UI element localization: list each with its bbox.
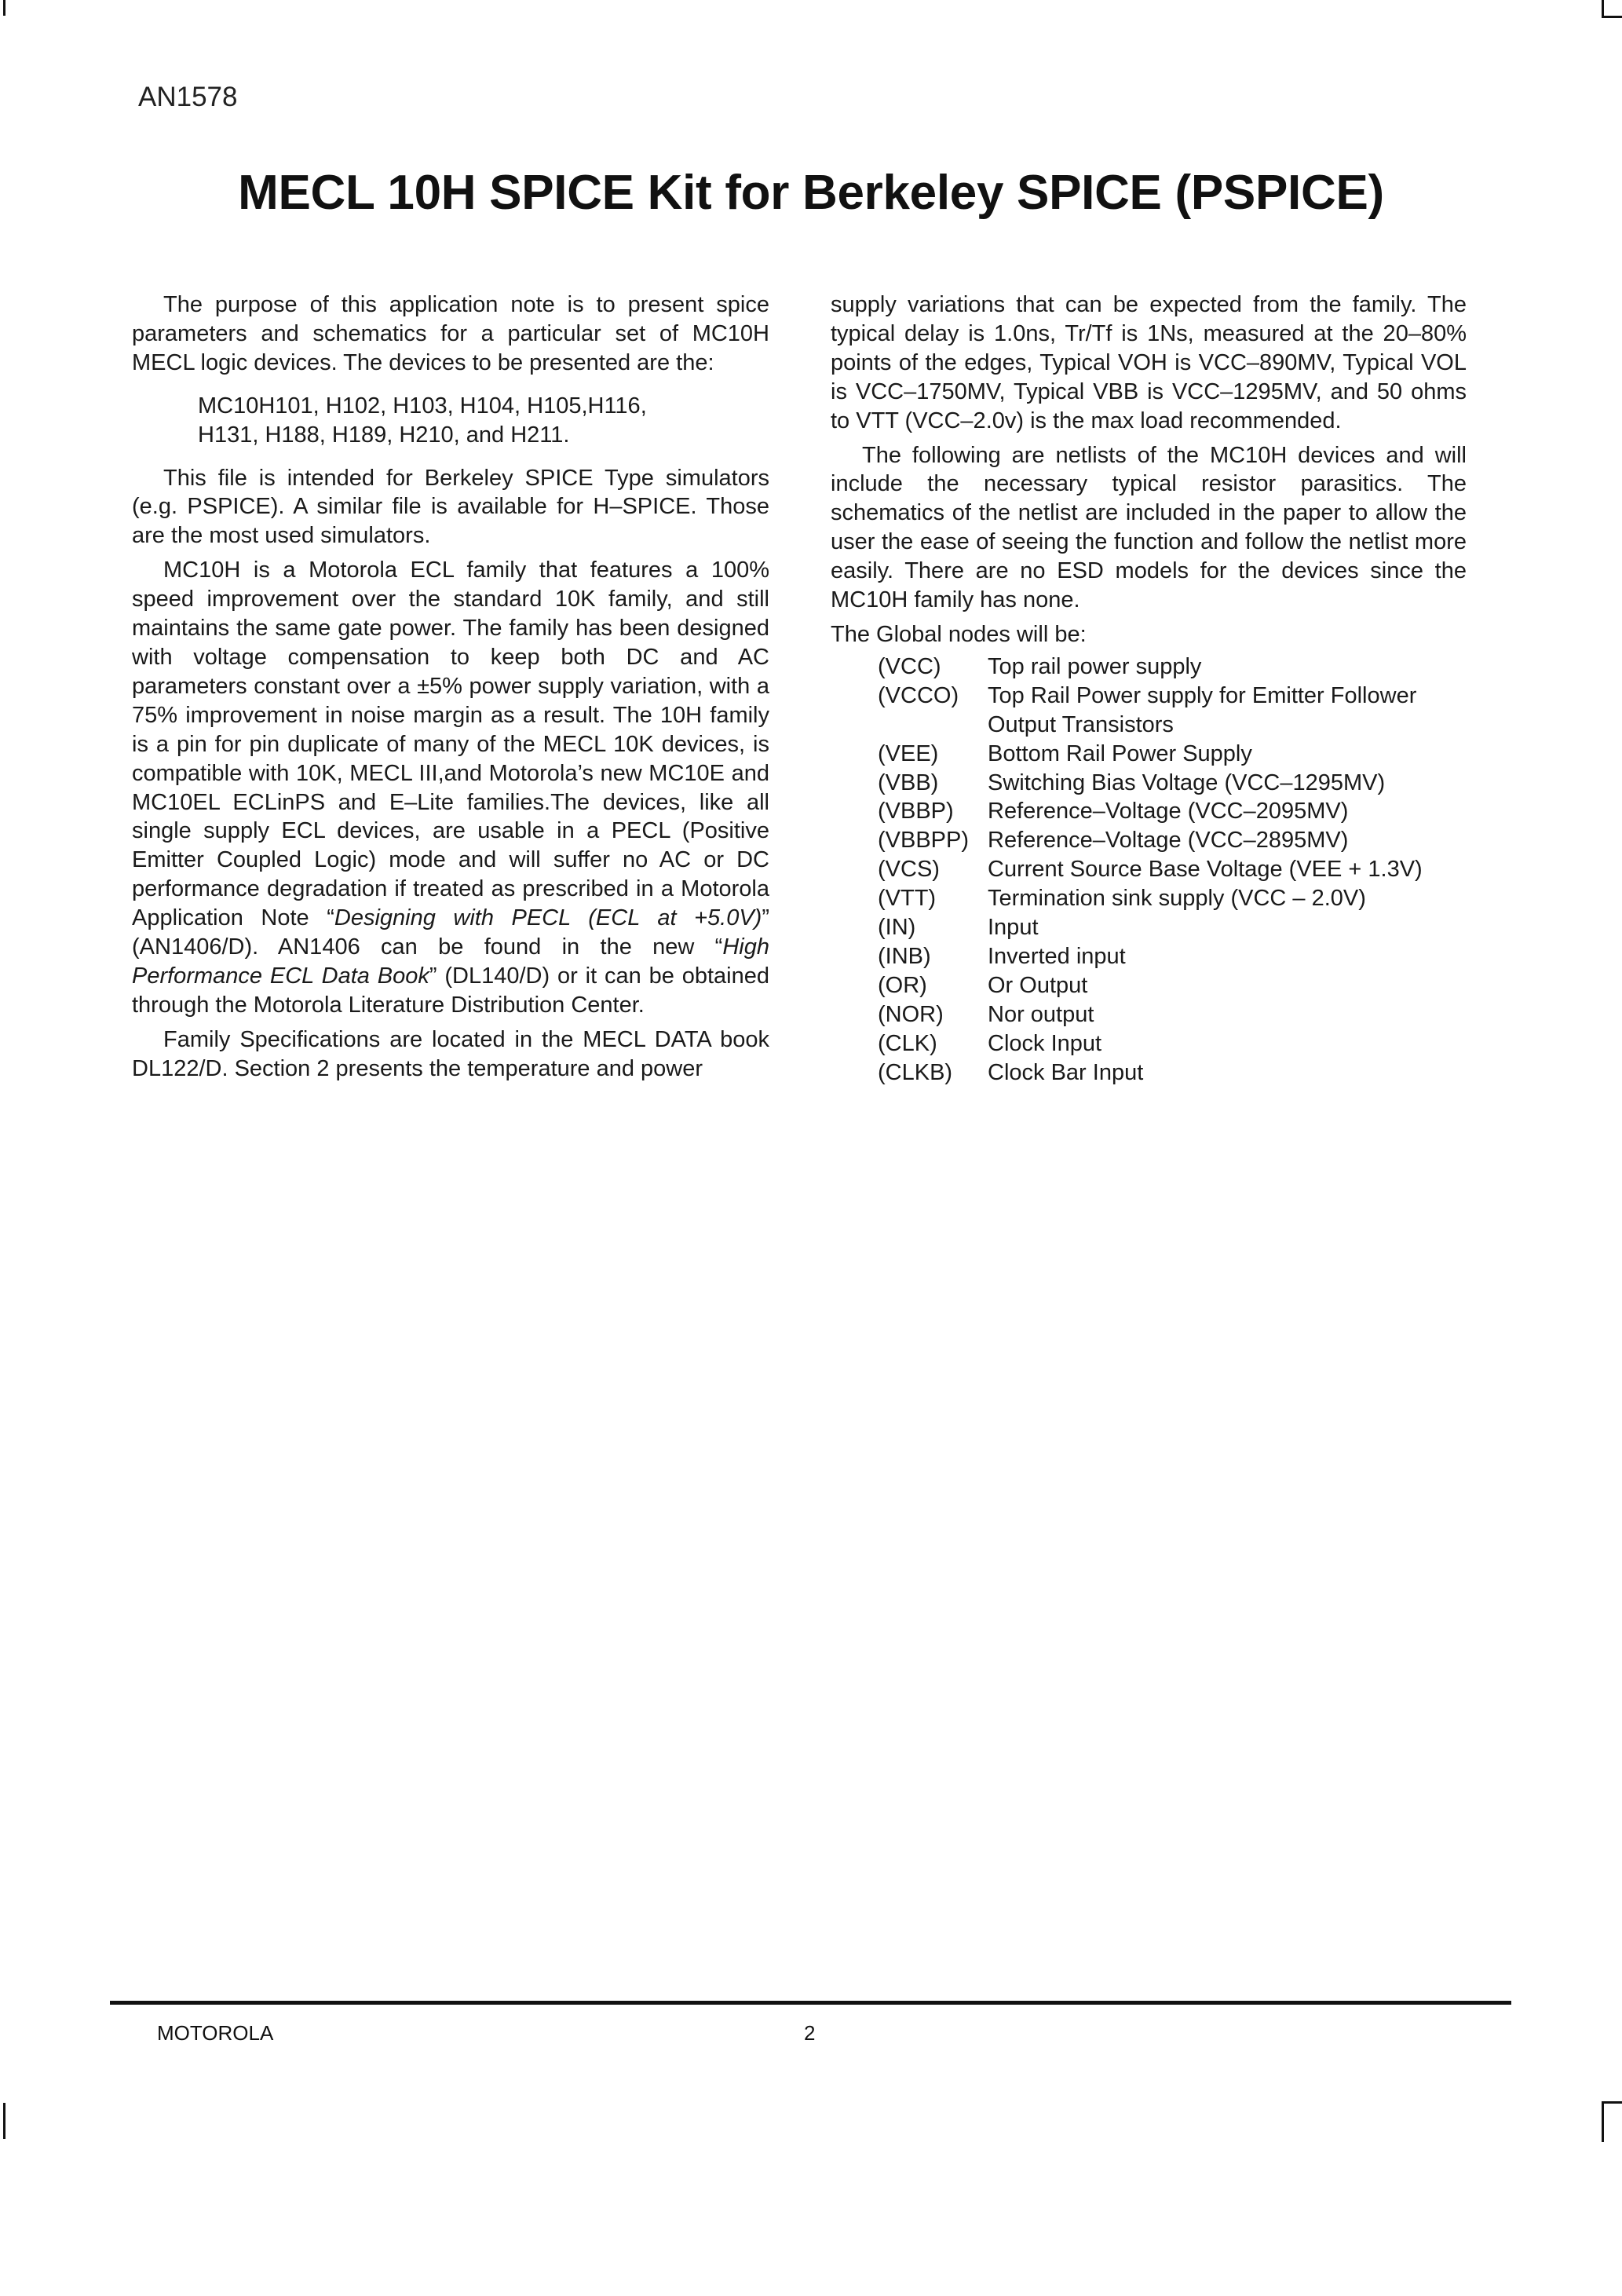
nodes-intro: The Global nodes will be: bbox=[831, 621, 1087, 647]
family-text: ” (DL140/D) or it can be obtained through the Motorola Literature Distribution Center. bbox=[132, 963, 769, 1018]
node-code: (CLK) bbox=[878, 1030, 937, 1056]
crop-mark-bottom-right-h bbox=[1602, 2101, 1622, 2104]
left-column bbox=[132, 291, 769, 1084]
node-description: Bottom Rail Power Supply bbox=[988, 740, 1252, 766]
node-description: Switching Bias Voltage (VCC–1295MV) bbox=[988, 770, 1386, 795]
family-text: ” (AN1406/D). AN1406 can be found in the new “ bbox=[132, 905, 770, 960]
node-row bbox=[878, 855, 1467, 884]
node-row bbox=[878, 682, 1467, 740]
page-number: 2 bbox=[804, 2021, 816, 2045]
intro-paragraph: The purpose of this application note is to present spice parameters and schematics for a particular set of MC10H MECL logic devices. The devices to be presented are the: bbox=[132, 292, 769, 375]
node-code: (INB) bbox=[878, 943, 931, 969]
node-row bbox=[878, 740, 1467, 769]
node-row bbox=[878, 826, 1467, 855]
node-row bbox=[878, 1000, 1467, 1029]
crop-mark-top-right bbox=[1602, 0, 1604, 17]
node-code: (VEE) bbox=[878, 740, 939, 766]
node-row bbox=[878, 769, 1467, 798]
footer-rule bbox=[110, 2001, 1511, 2005]
family-paragraph bbox=[132, 556, 769, 1020]
crop-mark-top-left bbox=[3, 0, 5, 16]
node-row bbox=[878, 1058, 1467, 1088]
node-row bbox=[878, 971, 1467, 1000]
node-code: (VCC) bbox=[878, 653, 941, 679]
simulator-paragraph: This file is intended for Berkeley SPICE Type simulators (e.g. PSPICE). A similar file is available for H–SPICE. Those are the most used simulators. bbox=[132, 465, 769, 549]
node-code: (VCCO) bbox=[878, 682, 959, 708]
node-code: (VBB) bbox=[878, 770, 939, 795]
device-list-line: H131, H188, H189, H210, and H211. bbox=[198, 422, 570, 448]
databook-title: High Performance ECL Data Book bbox=[132, 934, 769, 989]
node-code: (VBBP) bbox=[878, 799, 954, 824]
global-nodes-list bbox=[878, 653, 1467, 1088]
node-description: Termination sink supply (VCC – 2.0V) bbox=[988, 886, 1366, 912]
node-code: (VBBPP) bbox=[878, 828, 970, 854]
node-row bbox=[878, 942, 1467, 971]
netlist-paragraph: The following are netlists of the MC10H devices and will include the necessary typical resistor parasitics. The schematics of the netlist are included in the paper to allow the user the ease of seeing the function and follow the netlist more easily. There are no ESD models for the devices since the MC10H family has none. bbox=[831, 442, 1467, 613]
device-list bbox=[198, 392, 769, 450]
node-description: Reference–Voltage (VCC–2095MV) bbox=[988, 799, 1349, 824]
node-row bbox=[878, 797, 1467, 826]
node-description: Or Output bbox=[988, 972, 1088, 998]
node-code: (VCS) bbox=[878, 857, 940, 883]
node-code: (OR) bbox=[878, 972, 927, 998]
specifications-paragraph: Family Specifications are located in the MECL DATA book DL122/D. Section 2 presents the temperature and power bbox=[132, 1026, 769, 1081]
crop-mark-bottom-right bbox=[1602, 2103, 1604, 2142]
node-description: Current Source Base Voltage (VEE + 1.3V) bbox=[988, 857, 1423, 883]
node-code: (VTT) bbox=[878, 886, 937, 912]
family-text: MC10H is a Motorola ECL family that features a 100% speed improvement over the standard 10K family, and still maintains the same gate power. The family has been designed with voltage compensation to keep both DC and AC parameters constant over a ±5% power supply variation, with a 75% improvement in noise margin as a result. The 10H family is a pin for pin duplicate of many of the MECL 10K devices, is compatible with 10K, MECL III,and Motorola’s new MC10E and MC10EL ECLinPS and E–Lite families.The devices, like all single supply ECL devices, are usable in a PECL (Positive Emitter Coupled Logic) mode and will suffer no AC or DC performance degradation if treated as prescribed in a Motorola Application Note “ bbox=[132, 558, 769, 931]
crop-mark-top-right-h bbox=[1602, 16, 1622, 18]
node-description: Inverted input bbox=[988, 943, 1126, 969]
node-description: Clock Input bbox=[988, 1030, 1102, 1056]
pecl-note-title: Designing with PECL (ECL at +5.0V) bbox=[334, 905, 762, 931]
device-list-line: MC10H101, H102, H103, H104, H105,H116, bbox=[198, 393, 647, 419]
supply-paragraph: supply variations that can be expected from the family. The typical delay is 1.0ns, Tr/Tf is 1Ns, measured at the 20–80% points of the edges, Typical VOH is VCC–890MV, Typical VOL is VCC–1750MV, Typical VBB is VCC–1295MV, and 50 ohms to VTT (VCC–2.0v) is the max load recommended. bbox=[831, 292, 1467, 433]
node-code: (IN) bbox=[878, 915, 916, 941]
footer-company: MOTOROLA bbox=[157, 2021, 274, 2045]
node-row bbox=[878, 1029, 1467, 1058]
document-id: AN1578 bbox=[138, 82, 238, 112]
crop-mark-bottom-left bbox=[3, 2103, 5, 2139]
node-description: Top rail power supply bbox=[988, 653, 1202, 679]
node-row bbox=[878, 913, 1467, 942]
node-description: Nor output bbox=[988, 1001, 1094, 1027]
node-row bbox=[878, 653, 1467, 682]
node-description: Reference–Voltage (VCC–2895MV) bbox=[988, 828, 1349, 854]
node-description: Input bbox=[988, 915, 1039, 941]
node-description: Clock Bar Input bbox=[988, 1059, 1144, 1085]
node-description: Top Rail Power supply for Emitter Follower Output Transistors bbox=[988, 682, 1417, 737]
node-code: (NOR) bbox=[878, 1001, 944, 1027]
node-code: (CLKB) bbox=[878, 1059, 953, 1085]
node-row bbox=[878, 884, 1467, 913]
page-title: MECL 10H SPICE Kit for Berkeley SPICE (PSPICE) bbox=[238, 166, 1384, 220]
right-column bbox=[831, 291, 1467, 1087]
